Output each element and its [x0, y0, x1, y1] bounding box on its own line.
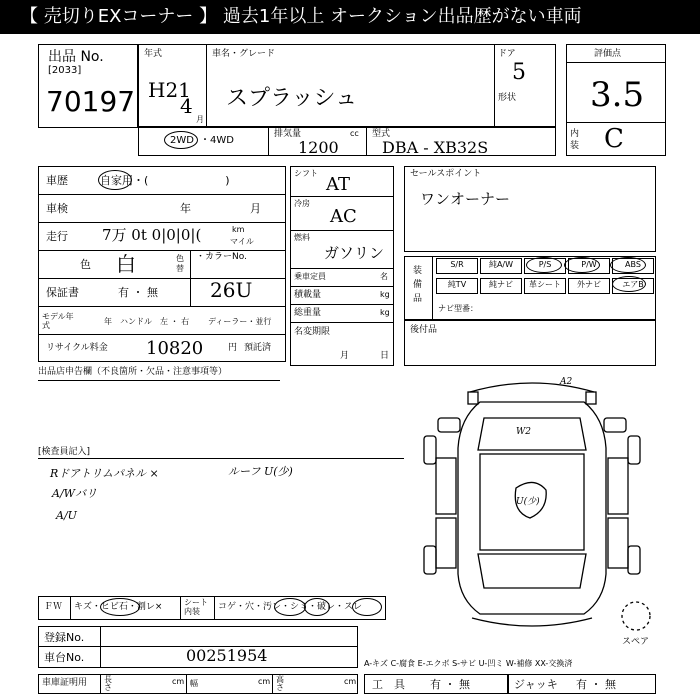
tools-options: 有 ・ 無: [430, 678, 470, 691]
displacement-value: 1200: [298, 138, 339, 157]
year-month: 4: [180, 94, 193, 118]
fuel-label: 燃料: [294, 233, 310, 242]
color-number-value: 26U: [210, 278, 253, 302]
handle-label: ハンドル: [120, 317, 152, 326]
fw-label: ＦＷ: [44, 602, 63, 612]
length-label: 長さ: [104, 675, 112, 692]
tools-label: 工 具: [372, 678, 405, 691]
width-cm: cm: [258, 677, 271, 686]
spare-label: スペア: [622, 637, 650, 647]
seat-items: コゲ・穴・汚レ・シミ・破レ・スレ: [218, 602, 363, 612]
interior-value: C: [604, 124, 624, 154]
inspector-note-3: A/U: [56, 509, 77, 522]
drive-2wd: 2WD: [170, 135, 194, 146]
garage-cert-label: 車庫証明用: [42, 678, 88, 688]
recycle-status: 預託済: [244, 343, 272, 353]
load-unit: kg: [380, 290, 390, 299]
sales-point-value: ワンオーナー: [420, 190, 511, 208]
name-change-month: 月: [340, 351, 350, 361]
shift-label: シフト: [294, 169, 318, 178]
chassis-label: 車台No.: [44, 651, 85, 664]
displacement-unit: cc: [350, 129, 359, 138]
length-cm: cm: [172, 677, 185, 686]
equipment-item: P/S: [524, 258, 566, 274]
ac-value: AC: [330, 206, 357, 227]
handle-options: 左 ・ 右: [160, 317, 190, 326]
displacement-label: 排気量: [274, 129, 302, 139]
inspector-note-2: A/Wバリ: [52, 487, 97, 500]
load-label: 積載量: [294, 290, 322, 300]
recycle-unit: 円: [228, 343, 238, 353]
shift-value: AT: [326, 174, 351, 195]
equipment-item: S/R: [436, 258, 478, 274]
inspector-label: [検査員記入]: [38, 447, 91, 457]
dealer-label: ディーラー・並行: [208, 317, 272, 326]
capacity-label: 乗車定員: [294, 272, 326, 281]
sales-point-label: セールスポイント: [410, 169, 482, 179]
score-value: 3.5: [590, 75, 645, 115]
mileage-unit-km: km: [232, 225, 245, 234]
recycle-label: リサイクル料金: [46, 343, 108, 353]
fw-hibi-circle: [100, 598, 140, 616]
equipment-item: 純TV: [436, 278, 478, 294]
reg-no-label: 登録No.: [44, 631, 85, 644]
fw-items: キズ・ヒビ石・割レ×: [74, 602, 163, 612]
color-value: 白: [116, 252, 136, 276]
model-year-year: 年: [104, 317, 112, 326]
pw-circle: [564, 257, 600, 273]
year-label: 年式: [144, 49, 163, 59]
height-cm: cm: [344, 677, 357, 686]
abs-circle: [610, 257, 646, 273]
listing-number: 70197: [46, 85, 136, 118]
color-change: 色替: [176, 254, 184, 273]
listing-sub-number: [2033]: [48, 65, 82, 76]
name-change-label: 名変期限: [294, 327, 331, 337]
history-label: 車歴: [46, 174, 68, 187]
mileage-value: 7万 0t 0|0|0|(: [102, 226, 202, 244]
aftermarket-box: [404, 320, 656, 366]
equipment-item: P/W: [568, 258, 610, 274]
jack-options: 有 ・ 無: [576, 678, 616, 691]
inspection-month: 月: [250, 202, 261, 215]
private-use-circle: [98, 170, 132, 190]
navi-model-label: ナビ型番：: [438, 304, 478, 313]
inspector-note-1: Rドアトリムパネル ×: [50, 467, 159, 480]
chassis-value: 00251954: [186, 646, 268, 665]
warranty-label: 保証書: [46, 286, 79, 299]
left-block: [38, 166, 286, 362]
aftermarket-label: 後付品: [410, 325, 438, 335]
weight-unit: kg: [380, 308, 390, 317]
car-name: スプラッシュ: [226, 86, 358, 111]
ac-label: 冷房: [294, 199, 310, 208]
equipment-label: 装備品: [413, 266, 423, 304]
seat-mark-circle: [304, 598, 330, 616]
score-label: 評価点: [594, 49, 622, 59]
jack-label: ジャッキ: [514, 678, 558, 691]
fuel-value: ガソリン: [324, 244, 385, 262]
model-year-label: モデル年式: [42, 312, 74, 330]
door-value: 5: [512, 60, 526, 85]
color-number-label: ・カラーNo.: [196, 252, 247, 262]
report-label: 出品店申告欄（不良箇所・欠品・注意事項等）: [38, 367, 228, 377]
mark-w2: W2: [516, 427, 531, 437]
warranty-options: 有 ・ 無: [118, 286, 158, 299]
car-name-label: 車名・グレード: [212, 49, 276, 59]
width-label: 幅: [190, 679, 198, 688]
equipment-item: 外ナビ: [568, 278, 610, 294]
name-change-day: 日: [380, 351, 390, 361]
mark-u: U(少): [516, 497, 540, 507]
seat-label: シート内装: [184, 598, 208, 616]
equipment-item: エアB: [612, 278, 654, 294]
recycle-value: 10820: [146, 338, 204, 359]
inspection-label: 車検: [46, 202, 68, 215]
drive-4wd: ・4WD: [200, 135, 234, 146]
equipment-item: 純A/W: [480, 258, 522, 274]
color-label: 色: [80, 258, 91, 271]
model-value: DBA - XB32S: [382, 138, 489, 157]
history-options: 自家用・( ): [100, 174, 230, 187]
interior-label: 内装: [570, 129, 580, 151]
banner: 【 売切りEXコーナー 】 過去1年以上 オークション出品歴がない車両: [0, 0, 700, 34]
inspection-year: 年: [180, 202, 191, 215]
damage-legend: A-キズ C-腐食 E-エクボ S-サビ U-凹ミ W-補修 XX-交換済: [364, 659, 573, 668]
model-label: 型式: [372, 129, 391, 139]
car-diagram: [410, 378, 655, 640]
door-label: ドア: [498, 49, 516, 59]
inspector-note-4: ルーフ U(少): [228, 465, 293, 478]
year-era: H21: [148, 78, 191, 102]
weight-label: 総重量: [294, 308, 322, 318]
report-divider: [38, 380, 280, 381]
capacity-unit: 名: [380, 272, 388, 281]
mileage-unit-mile: マイル: [230, 237, 254, 246]
mileage-label: 走行: [46, 230, 68, 243]
mark-a2: A2: [560, 377, 573, 387]
seat-stain-circle: [274, 598, 306, 616]
shape-label: 形状: [498, 93, 517, 103]
equipment-item: 純ナビ: [480, 278, 522, 294]
month-unit: 月: [196, 115, 204, 124]
height-label: 高さ: [276, 675, 284, 692]
ps-circle: [526, 257, 562, 273]
equipment-item: 革シート: [524, 278, 566, 294]
listing-number-label: 出品 No.: [48, 49, 104, 65]
equipment-item: ABS: [612, 258, 654, 274]
seat-scrape-circle: [352, 598, 382, 616]
airbag-circle: [612, 276, 646, 292]
